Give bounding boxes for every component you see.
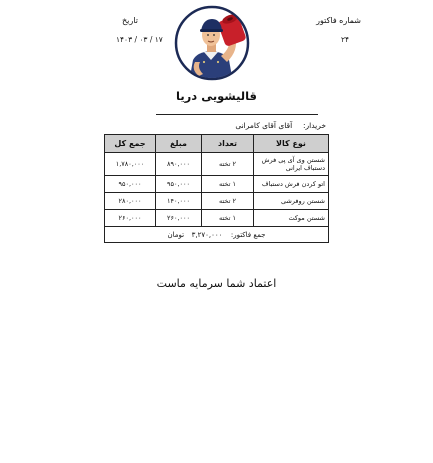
table-row <box>105 210 329 227</box>
buyer-line <box>235 121 326 130</box>
footer-slogan: اعتماد شما سرمایه ماست <box>156 277 277 290</box>
buyer-label: خریدار: <box>302 121 326 130</box>
cell-price: ۲۶۰,۰۰۰ <box>156 210 202 227</box>
table-row <box>105 153 329 176</box>
cell-qty: ۱ تخته <box>202 210 254 227</box>
cell-price: ۹۵۰,۰۰۰ <box>156 176 202 193</box>
cell-qty: ۱ تخته <box>202 176 254 193</box>
date-value: ۱۴۰۳ / ۰۳ / ۱۷ <box>116 35 163 44</box>
date-label: تاریخ <box>122 16 138 25</box>
invoice-table <box>104 134 329 243</box>
column-header-qty: تعداد <box>202 135 254 153</box>
title-divider <box>156 114 318 115</box>
invoice-total-cell <box>105 227 329 243</box>
invoice-total-currency: تومان <box>167 230 185 239</box>
buyer-name: آقای آقای کامرانی <box>235 121 293 130</box>
invoice-number-value: ۲۴ <box>340 35 349 44</box>
invoice-number-label: شماره فاکتور <box>316 16 361 25</box>
column-header-item: نوع کالا <box>254 135 329 153</box>
carpet-man-logo-icon <box>173 4 251 82</box>
table-row <box>105 176 329 193</box>
invoice-total-label: جمع فاکتور: <box>230 230 266 239</box>
shop-name: قالیشویی دریا <box>176 89 257 103</box>
cell-item: اتو کردن فرش دستباف <box>254 176 329 193</box>
table-header-row <box>105 135 329 153</box>
cell-qty: ۲ تخته <box>202 153 254 176</box>
invoice-total-row <box>105 227 329 243</box>
cell-total: ۹۵۰,۰۰۰ <box>105 176 156 193</box>
shop-logo <box>173 4 251 82</box>
column-header-price: مبلغ <box>156 135 202 153</box>
cell-item: شستن روفرشی <box>254 193 329 210</box>
table-row <box>105 193 329 210</box>
cell-total: ۲۶۰,۰۰۰ <box>105 210 156 227</box>
cell-item: شستن وی آی پی فرش دستباف ایرانی <box>254 153 329 176</box>
cell-price: ۱۴۰,۰۰۰ <box>156 193 202 210</box>
invoice-total-value: ۳,۲۷۰,۰۰۰ <box>191 230 223 239</box>
cell-qty: ۲ تخته <box>202 193 254 210</box>
cell-total: ۲۸۰,۰۰۰ <box>105 193 156 210</box>
cell-price: ۸۹۰,۰۰۰ <box>156 153 202 176</box>
cell-total: ۱,۷۸۰,۰۰۰ <box>105 153 156 176</box>
cell-item: شستن موکت <box>254 210 329 227</box>
column-header-total: جمع کل <box>105 135 156 153</box>
